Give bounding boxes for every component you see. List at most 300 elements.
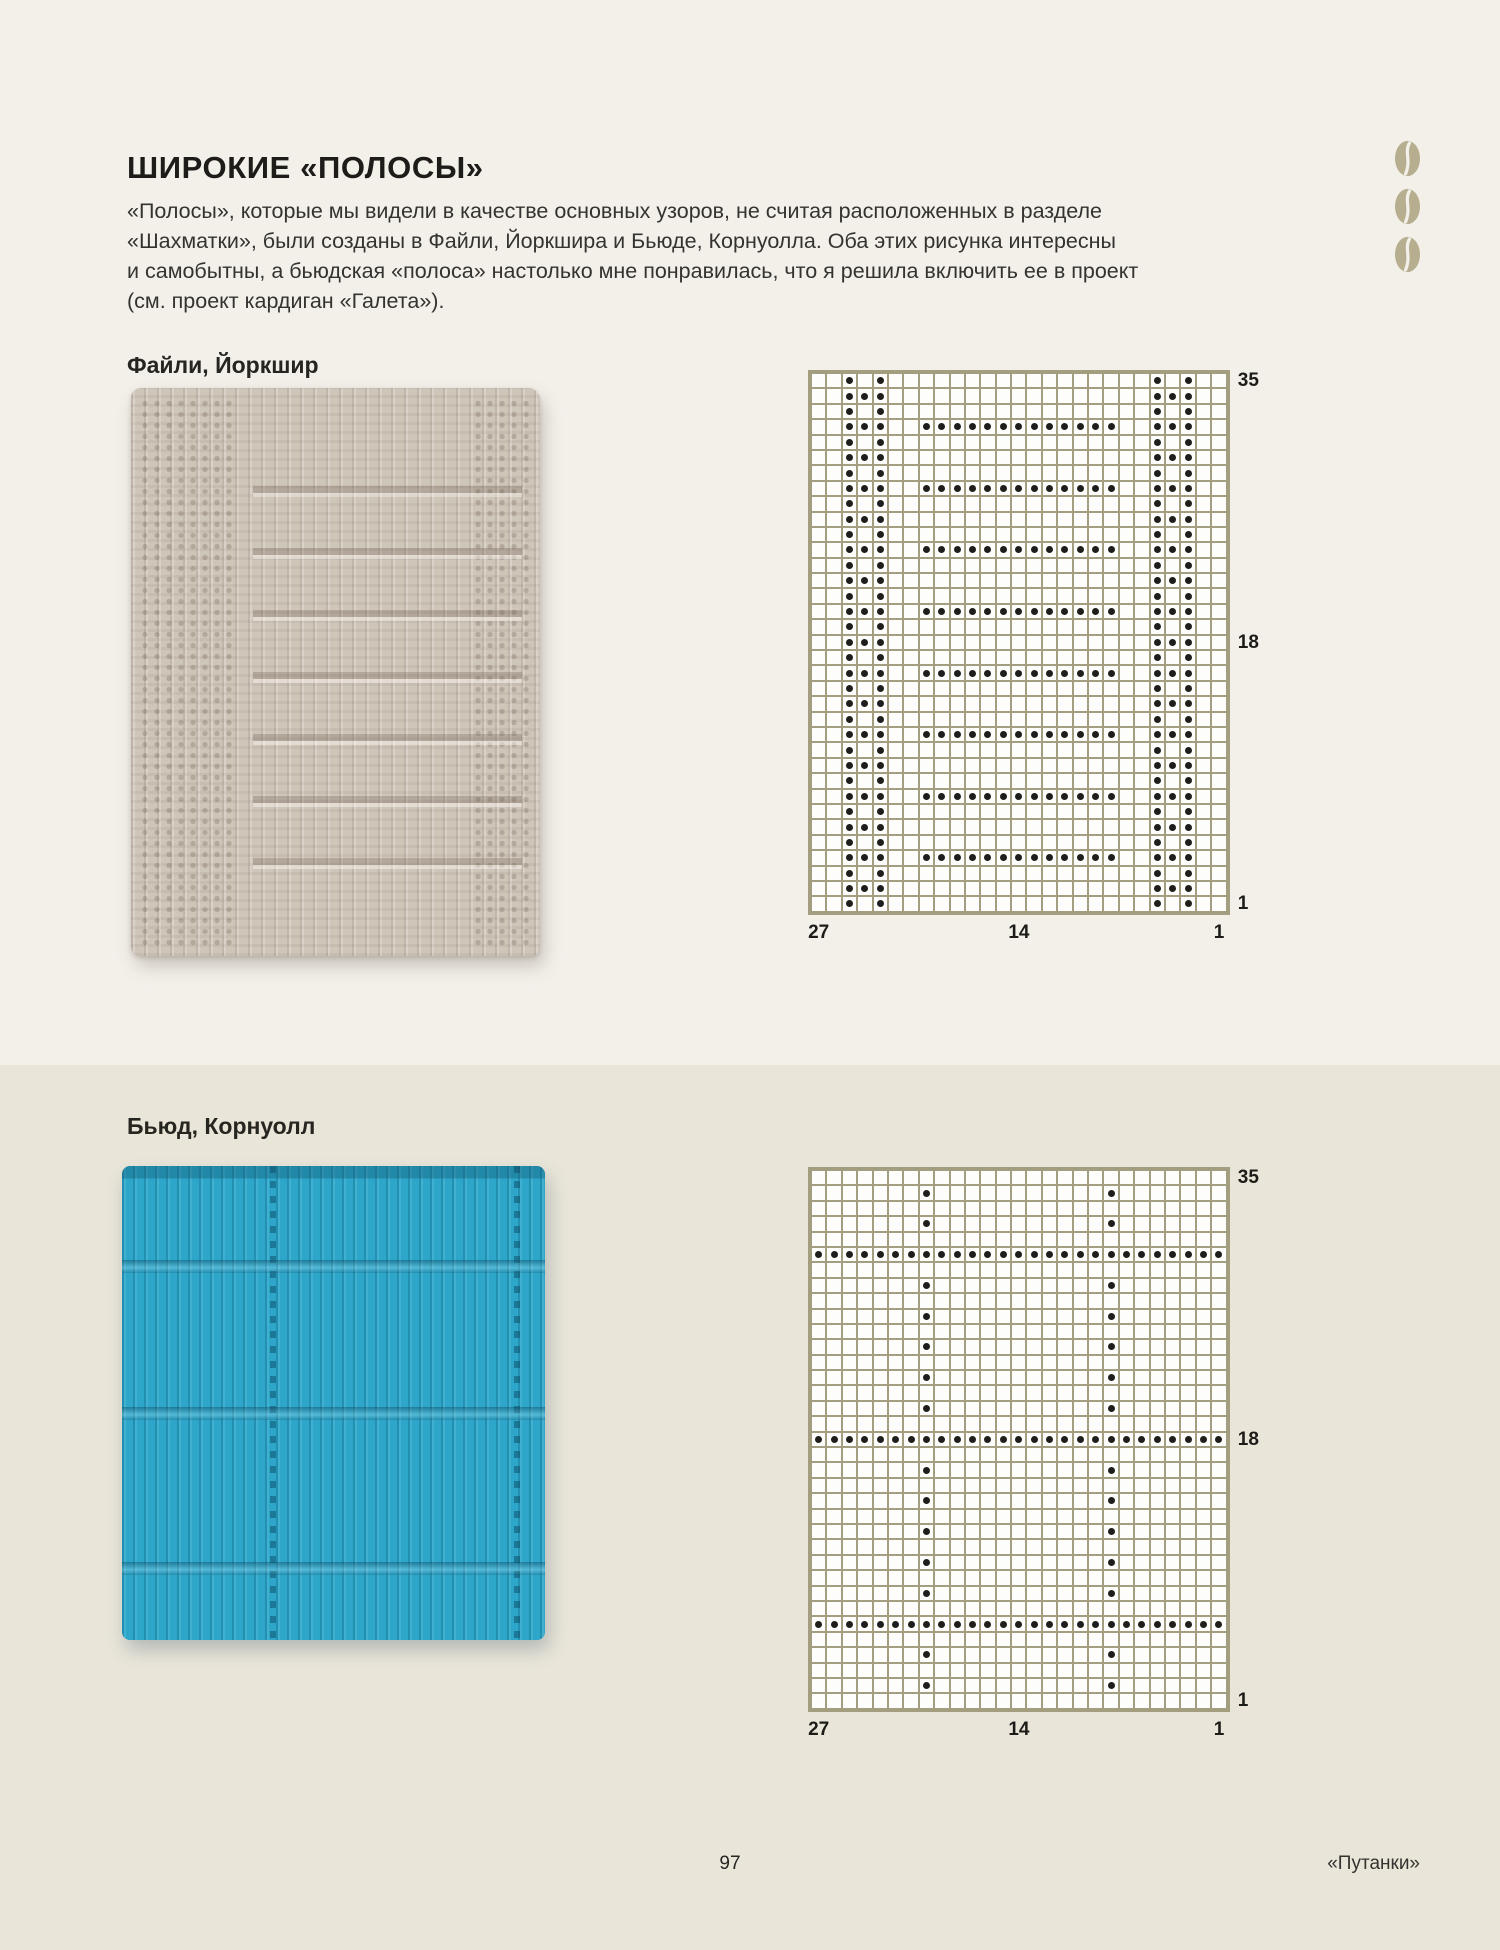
purl-dot: [1154, 623, 1161, 630]
chart-cell: [1104, 1648, 1117, 1661]
chart-cell: [1181, 1617, 1194, 1630]
chart-cell: [1012, 1633, 1025, 1646]
purl-dot: [1077, 670, 1084, 677]
chart-cell: [920, 759, 933, 772]
chart-cell: [1058, 882, 1071, 895]
chart-cell: [843, 574, 856, 587]
chart-cell: [1197, 1664, 1210, 1677]
chart-cell: [874, 805, 887, 818]
chart-cell: [1012, 713, 1025, 726]
chart-cell: [1074, 790, 1087, 803]
chart-cell: [1012, 389, 1025, 402]
chart-cell: [858, 1479, 871, 1492]
chart-cell: [1120, 1233, 1133, 1246]
purl-dot: [1046, 485, 1053, 492]
chart-cell: [920, 1463, 933, 1476]
chart-cell: [981, 389, 994, 402]
chart-cell: [1027, 1340, 1040, 1353]
purl-dot: [1185, 1251, 1192, 1258]
chart-cell: [1027, 1356, 1040, 1369]
chart-cell: [1043, 820, 1056, 833]
chart-cell: [1181, 1448, 1194, 1461]
chart-cell: [1120, 605, 1133, 618]
chart-cell: [935, 1463, 948, 1476]
purl-dot: [846, 885, 853, 892]
chart-cell: [1151, 451, 1164, 464]
chart-cell: [1089, 666, 1102, 679]
chart-cell: [1104, 1202, 1117, 1215]
chart-cell: [1135, 374, 1148, 387]
chart-cell: [827, 1679, 840, 1692]
purl-dot: [1046, 423, 1053, 430]
chart-cell: [1043, 605, 1056, 618]
chart-cell: [1089, 420, 1102, 433]
chart-stitch-number: 14: [1008, 922, 1030, 943]
chart-cell: [1104, 1402, 1117, 1415]
chart-cell: [1181, 1494, 1194, 1507]
chart-cell: [1089, 513, 1102, 526]
chart-cell: [1166, 697, 1179, 710]
chart-cell: [1135, 820, 1148, 833]
chart-grid: [808, 370, 1230, 915]
chart-cell: [858, 620, 871, 633]
chart-cell: [1212, 1479, 1225, 1492]
chart-cell: [904, 1186, 917, 1199]
chart-cell: [1197, 513, 1210, 526]
purl-dot: [1154, 1621, 1161, 1628]
chart-cell: [1212, 589, 1225, 602]
chart-cell: [966, 1202, 979, 1215]
chart-cell: [1012, 513, 1025, 526]
chart-cell: [1181, 589, 1194, 602]
chart-cell: [1151, 1633, 1164, 1646]
chart-cell: [997, 851, 1010, 864]
chart-cell: [997, 405, 1010, 418]
chart-cell: [1197, 1510, 1210, 1523]
chart-cell: [858, 1171, 871, 1184]
chart-cell: [966, 1356, 979, 1369]
purl-dot: [1185, 854, 1192, 861]
chart-cell: [966, 1386, 979, 1399]
chart-cell: [1212, 836, 1225, 849]
chart-cell: [827, 1202, 840, 1215]
chart-cell: [935, 1525, 948, 1538]
chart-cell: [1104, 1417, 1117, 1430]
chart-cell: [827, 451, 840, 464]
chart-cell: [1166, 589, 1179, 602]
chart-cell: [935, 1510, 948, 1523]
chart-cell: [997, 543, 1010, 556]
chart-cell: [1212, 1633, 1225, 1646]
chart-cell: [981, 1402, 994, 1415]
chart-cell: [904, 867, 917, 880]
purl-dot: [954, 793, 961, 800]
chart-cell: [981, 1233, 994, 1246]
chart-cell: [1120, 682, 1133, 695]
chart-cell: [904, 1540, 917, 1553]
chart-cell: [889, 805, 902, 818]
chart-cell: [1135, 1587, 1148, 1600]
purl-dot: [877, 793, 884, 800]
chart-cell: [1027, 820, 1040, 833]
purl-dot: [1015, 670, 1022, 677]
purl-dot: [877, 500, 884, 507]
chart-cell: [935, 1479, 948, 1492]
chart-cell: [904, 1679, 917, 1692]
chart-cell: [874, 1633, 887, 1646]
chart-cell: [843, 1171, 856, 1184]
purl-dot: [861, 454, 868, 461]
chart-cell: [1074, 882, 1087, 895]
chart-cell: [966, 1171, 979, 1184]
chart-cell: [1089, 1540, 1102, 1553]
chart-cell: [920, 1494, 933, 1507]
chart-cell: [1135, 405, 1148, 418]
chart-cell: [843, 1325, 856, 1338]
chart-cell: [1166, 666, 1179, 679]
chart-cell: [1166, 466, 1179, 479]
chart-cell: [1089, 1233, 1102, 1246]
chart-cell: [1012, 1340, 1025, 1353]
chart-cell: [812, 651, 825, 664]
purl-dot: [831, 1621, 838, 1628]
chart-cell: [889, 1186, 902, 1199]
chart-cell: [1151, 559, 1164, 572]
chart-cell: [997, 1417, 1010, 1430]
difficulty-rating: [1394, 140, 1421, 273]
chart-cell: [874, 1648, 887, 1661]
purl-dot: [969, 793, 976, 800]
chart-cell: [1151, 728, 1164, 741]
chart-cell: [981, 774, 994, 787]
chart-cell: [858, 1602, 871, 1615]
chart-cell: [966, 559, 979, 572]
chart-cell: [935, 574, 948, 587]
chart-cell: [1151, 1617, 1164, 1630]
chart-cell: [1120, 1540, 1133, 1553]
chart-cell: [951, 1587, 964, 1600]
chart-cell: [1027, 1186, 1040, 1199]
chart-cell: [920, 1217, 933, 1230]
chart-cell: [1058, 1571, 1071, 1584]
chart-cell: [874, 820, 887, 833]
chart-cell: [1012, 805, 1025, 818]
chart-cell: [997, 482, 1010, 495]
chart-cell: [981, 1248, 994, 1261]
chart-cell: [904, 1463, 917, 1476]
chart-cell: [935, 1186, 948, 1199]
chart-cell: [812, 1279, 825, 1292]
chart-cell: [997, 1602, 1010, 1615]
chart-cell: [1074, 1602, 1087, 1615]
chart-cell: [812, 1617, 825, 1630]
chart-cell: [889, 543, 902, 556]
chart-cell: [1074, 1186, 1087, 1199]
chart-cell: [843, 1263, 856, 1276]
purl-dot: [1108, 670, 1115, 677]
purl-dot: [846, 485, 853, 492]
chart-cell: [997, 1571, 1010, 1584]
chart-cell: [1089, 651, 1102, 664]
chart-cell: [1135, 1571, 1148, 1584]
chart-cell: [920, 528, 933, 541]
chart-cell: [920, 728, 933, 741]
chart-cell: [1012, 743, 1025, 756]
purl-dot: [923, 608, 930, 615]
chart-cell: [827, 1371, 840, 1384]
chart-cell: [1074, 405, 1087, 418]
purl-dot: [877, 824, 884, 831]
chart-cell: [1089, 867, 1102, 880]
chart-cell: [951, 1556, 964, 1569]
chart-cell: [1212, 790, 1225, 803]
chart-cell: [874, 1417, 887, 1430]
chart-cell: [935, 790, 948, 803]
chart-cell: [874, 1202, 887, 1215]
chart-cell: [1027, 851, 1040, 864]
chart-cell: [1043, 374, 1056, 387]
chart-cell: [1166, 1448, 1179, 1461]
chart-cell: [1012, 1525, 1025, 1538]
chart-cell: [1043, 1356, 1056, 1369]
chart-cell: [1212, 1386, 1225, 1399]
chart-cell: [1074, 1694, 1087, 1707]
chart-cell: [1012, 559, 1025, 572]
chart-cell: [874, 466, 887, 479]
chart-cell: [935, 451, 948, 464]
purl-dot: [1154, 900, 1161, 907]
chart-cell: [1012, 1617, 1025, 1630]
coffee-bean-icon: [1394, 236, 1421, 273]
chart-cell: [1058, 651, 1071, 664]
chart-cell: [1043, 1648, 1056, 1661]
purl-dot: [1169, 700, 1176, 707]
chart-cell: [951, 1294, 964, 1307]
chart-cell: [843, 589, 856, 602]
purl-dot: [846, 716, 853, 723]
coffee-bean-icon: [1394, 140, 1421, 177]
chart-cell: [1212, 482, 1225, 495]
chart-cell: [827, 1617, 840, 1630]
chart-cell: [1089, 605, 1102, 618]
purl-dot: [969, 670, 976, 677]
chart-cell: [951, 1402, 964, 1415]
chart-cell: [951, 1510, 964, 1523]
chart-cell: [858, 1494, 871, 1507]
chart-cell: [812, 497, 825, 510]
chart-cell: [1074, 651, 1087, 664]
chart-cell: [935, 374, 948, 387]
chart-cell: [997, 882, 1010, 895]
page-number: 97: [719, 1853, 741, 1874]
chart-cell: [1074, 897, 1087, 910]
chart-cell: [1012, 1356, 1025, 1369]
chart-cell: [858, 697, 871, 710]
chart-cell: [1120, 1694, 1133, 1707]
chart-cell: [920, 1479, 933, 1492]
chart-cell: [1166, 1186, 1179, 1199]
chart-cell: [843, 882, 856, 895]
chart-cell: [812, 897, 825, 910]
chart-cell: [1120, 743, 1133, 756]
chart-cell: [1166, 1202, 1179, 1215]
chart-cell: [812, 1417, 825, 1430]
purl-dot: [846, 608, 853, 615]
purl-dot: [861, 608, 868, 615]
chart-cell: [1012, 820, 1025, 833]
purl-dot: [831, 1436, 838, 1443]
chart-cell: [1104, 666, 1117, 679]
chart-cell: [1166, 1386, 1179, 1399]
chart-cell: [1074, 1617, 1087, 1630]
chart-cell: [1120, 1648, 1133, 1661]
chart-cell: [1197, 774, 1210, 787]
chart-cell: [904, 574, 917, 587]
chart-cell: [1166, 1310, 1179, 1323]
chart-cell: [920, 1602, 933, 1615]
chart-cell: [1043, 1386, 1056, 1399]
chart-cell: [1212, 1433, 1225, 1446]
chart-cell: [920, 389, 933, 402]
chart-cell: [966, 466, 979, 479]
chart-cell: [874, 666, 887, 679]
chart-cell: [1120, 1602, 1133, 1615]
chart-cell: [1074, 528, 1087, 541]
chart-cell: [966, 1448, 979, 1461]
chart-cell: [1166, 482, 1179, 495]
chart-cell: [1151, 1186, 1164, 1199]
chart-cell: [1089, 574, 1102, 587]
chart-cell: [1197, 1602, 1210, 1615]
chart-cell: [1058, 1402, 1071, 1415]
chart-cell: [1043, 1571, 1056, 1584]
chart-cell: [1104, 897, 1117, 910]
chart-cell: [951, 1340, 964, 1353]
purl-dot: [815, 1251, 822, 1258]
chart-cell: [981, 1571, 994, 1584]
chart-cell: [920, 1279, 933, 1292]
chart-cell: [889, 1248, 902, 1261]
knitting-chart-fayli: [808, 369, 1259, 943]
purl-dot: [1169, 546, 1176, 553]
chart-cell: [1043, 1171, 1056, 1184]
chart-cell: [858, 666, 871, 679]
chart-cell: [935, 1233, 948, 1246]
chart-cell: [1120, 1417, 1133, 1430]
chart-cell: [1212, 1263, 1225, 1276]
chart-cell: [874, 1510, 887, 1523]
chart-cell: [951, 1371, 964, 1384]
chart-cell: [889, 1386, 902, 1399]
chart-cell: [997, 1479, 1010, 1492]
chart-cell: [1197, 1386, 1210, 1399]
chart-cell: [1166, 1664, 1179, 1677]
chart-cell: [827, 1233, 840, 1246]
chart-cell: [858, 1340, 871, 1353]
chart-cell: [1027, 1233, 1040, 1246]
chart-cell: [1104, 713, 1117, 726]
chart-cell: [843, 820, 856, 833]
chart-cell: [843, 1540, 856, 1553]
purl-dot: [846, 516, 853, 523]
chart-cell: [1089, 1602, 1102, 1615]
chart-cell: [997, 589, 1010, 602]
chart-cell: [1089, 1248, 1102, 1261]
purl-dot: [1000, 423, 1007, 430]
chart-cell: [1197, 1171, 1210, 1184]
purl-dot: [1169, 454, 1176, 461]
chart-cell: [1012, 1494, 1025, 1507]
chart-cell: [1043, 589, 1056, 602]
chart-cell: [997, 697, 1010, 710]
chart-cell: [1135, 482, 1148, 495]
chart-cell: [904, 497, 917, 510]
purl-dot: [1185, 1436, 1192, 1443]
chart-cell: [812, 1571, 825, 1584]
chart-cell: [1104, 867, 1117, 880]
chart-cell: [935, 605, 948, 618]
chart-cell: [935, 728, 948, 741]
chart-cell: [904, 1217, 917, 1230]
chart-cell: [1074, 1679, 1087, 1692]
chart-cell: [966, 682, 979, 695]
chart-cell: [935, 589, 948, 602]
purl-dot: [938, 485, 945, 492]
chart-cell: [1058, 1433, 1071, 1446]
chart-cell: [1197, 1556, 1210, 1569]
chart-cell: [1135, 1479, 1148, 1492]
chart-cell: [889, 867, 902, 880]
chart-cell: [935, 1494, 948, 1507]
chart-cell: [1043, 482, 1056, 495]
chart-cell: [1166, 605, 1179, 618]
purl-dot: [1123, 1621, 1130, 1628]
chart-cell: [981, 651, 994, 664]
chart-cell: [1212, 1217, 1225, 1230]
purl-dot: [1154, 685, 1161, 692]
purl-dot: [923, 1467, 930, 1474]
chart-cell: [874, 1356, 887, 1369]
purl-dot: [923, 546, 930, 553]
chart-cell: [1104, 1386, 1117, 1399]
chart-cell: [874, 1294, 887, 1307]
chart-cell: [858, 1679, 871, 1692]
chart-cell: [981, 1294, 994, 1307]
chart-cell: [812, 436, 825, 449]
chart-cell: [1197, 805, 1210, 818]
chart-cell: [1151, 682, 1164, 695]
chart-cell: [889, 1664, 902, 1677]
purl-dot: [1200, 1436, 1207, 1443]
chart-cell: [889, 713, 902, 726]
purl-dot: [846, 593, 853, 600]
purl-dot: [938, 731, 945, 738]
chart-cell: [1181, 1664, 1194, 1677]
chart-cell: [1120, 1633, 1133, 1646]
chart-cell: [874, 1371, 887, 1384]
purl-dot: [1169, 793, 1176, 800]
chart-cell: [1043, 1494, 1056, 1507]
chart-cell: [1058, 728, 1071, 741]
chart-cell: [889, 1648, 902, 1661]
page-title: ШИРОКИЕ «ПОЛОСЫ»: [127, 150, 484, 185]
purl-dot: [877, 639, 884, 646]
chart-cell: [1027, 1463, 1040, 1476]
chart-cell: [1104, 1540, 1117, 1553]
purl-dot: [954, 1251, 961, 1258]
chart-cell: [1212, 882, 1225, 895]
purl-dot: [984, 1436, 991, 1443]
